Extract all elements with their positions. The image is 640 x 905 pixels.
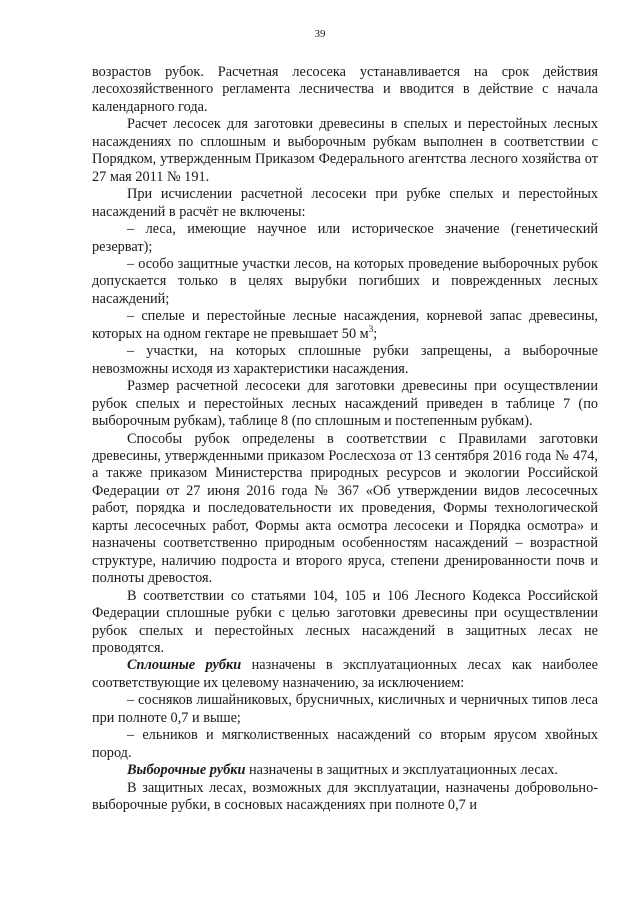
superscript: 3	[368, 324, 374, 335]
term-selective-cutting: Выборочные рубки	[127, 762, 246, 779]
list-item: – спелые и перестойные лесные насаждения, корневой запас древесины, которых на одном гектаре не превышает 50 $м^3$;	[92, 308, 598, 342]
document-body	[92, 64, 598, 814]
term-clear-cutting: Сплошные рубки	[127, 657, 242, 674]
paragraph-1: возрастов рубок. Расчетная лесосека устанавливается на срок действия лесохозяйственного регламента лесничества и вводится в действие с начала календарного года.	[92, 64, 598, 115]
paragraph-11: Сплошные рубки назначены в эксплуатационных лесах как наиболее соответствующие их целевому назначению, за исключением:	[92, 657, 598, 691]
list-item: – леса, имеющие научное или историческое значение (генетический резерват);	[92, 221, 598, 255]
paragraph-9: Способы рубок определены в соответствии с Правилами заготовки древесины, утвержденными приказом Рослесхоза от 13 сентября 2016 года № 474, а также приказом Министерства природных ресурсов и экологии Российской Федерации от 27 июня 2016 года № 367 «Об утверждении видов лесосечных работ, порядка и последовательности их проведения, Формы технологической карты лесосечных работ, Формы акта осмотра лесосеки и Порядка осмотра» и назначены соответственно природным особенностям насаждений – возрастной структуре, наличию подроста и второго яруса, степени дренированности почв и полноты древостоя.	[92, 430, 598, 587]
list-item: – сосняков лишайниковых, брусничных, кисличных и черничных типов леса при полноте 0,7 и выше;	[92, 692, 598, 726]
paragraph-2: Расчет лесосек для заготовки древесины в спелых и перестойных лесных насаждениях по сплошным и выборочным рубкам выполнен в соответствии с Порядком, утвержденным Приказом Федерального агентства лесного хозяйства от 27 мая 2011 № 191.	[92, 116, 598, 185]
list-item: – особо защитные участки лесов, на которых проведение выборочных рубок допускается только в целях вырубки погибших и поврежденных лесных насаждений;	[92, 255, 598, 307]
list-item: – участки, на которых сплошные рубки запрещены, а выборочные невозможны исходя из характеристики насаждения.	[92, 343, 598, 377]
list-item: – ельников и мягколиственных насаждений со вторым ярусом хвойных пород.	[92, 727, 598, 761]
paragraph-8: Размер расчетной лесосеки для заготовки древесины при осуществлении рубок спелых и перестойных лесных насаждений приведен в таблице 7 (по выборочным рубкам), таблице 8 (по сплошным и постепенным рубкам).	[92, 378, 598, 430]
paragraph-15: В защитных лесах, возможных для эксплуатации, назначены добровольно-выборочные рубки, в сосновых насаждениях при полноте 0,7 и	[92, 779, 598, 814]
paragraph-3: При исчислении расчетной лесосеки при рубке спелых и перестойных насаждений в расчёт не включены:	[92, 186, 598, 220]
paragraph-14: Выборочные рубки назначены в защитных и эксплуатационных лесах.	[127, 762, 558, 779]
paragraph-10: В соответствии со статьями 104, 105 и 106 Лесного Кодекса Российской Федерации сплошные рубки с целью заготовки древесины при осуществлении рубок спелых и перестойных лесных насаждений в защитных лесах не проводятся.	[92, 587, 598, 656]
page-number: 39	[314, 28, 326, 40]
